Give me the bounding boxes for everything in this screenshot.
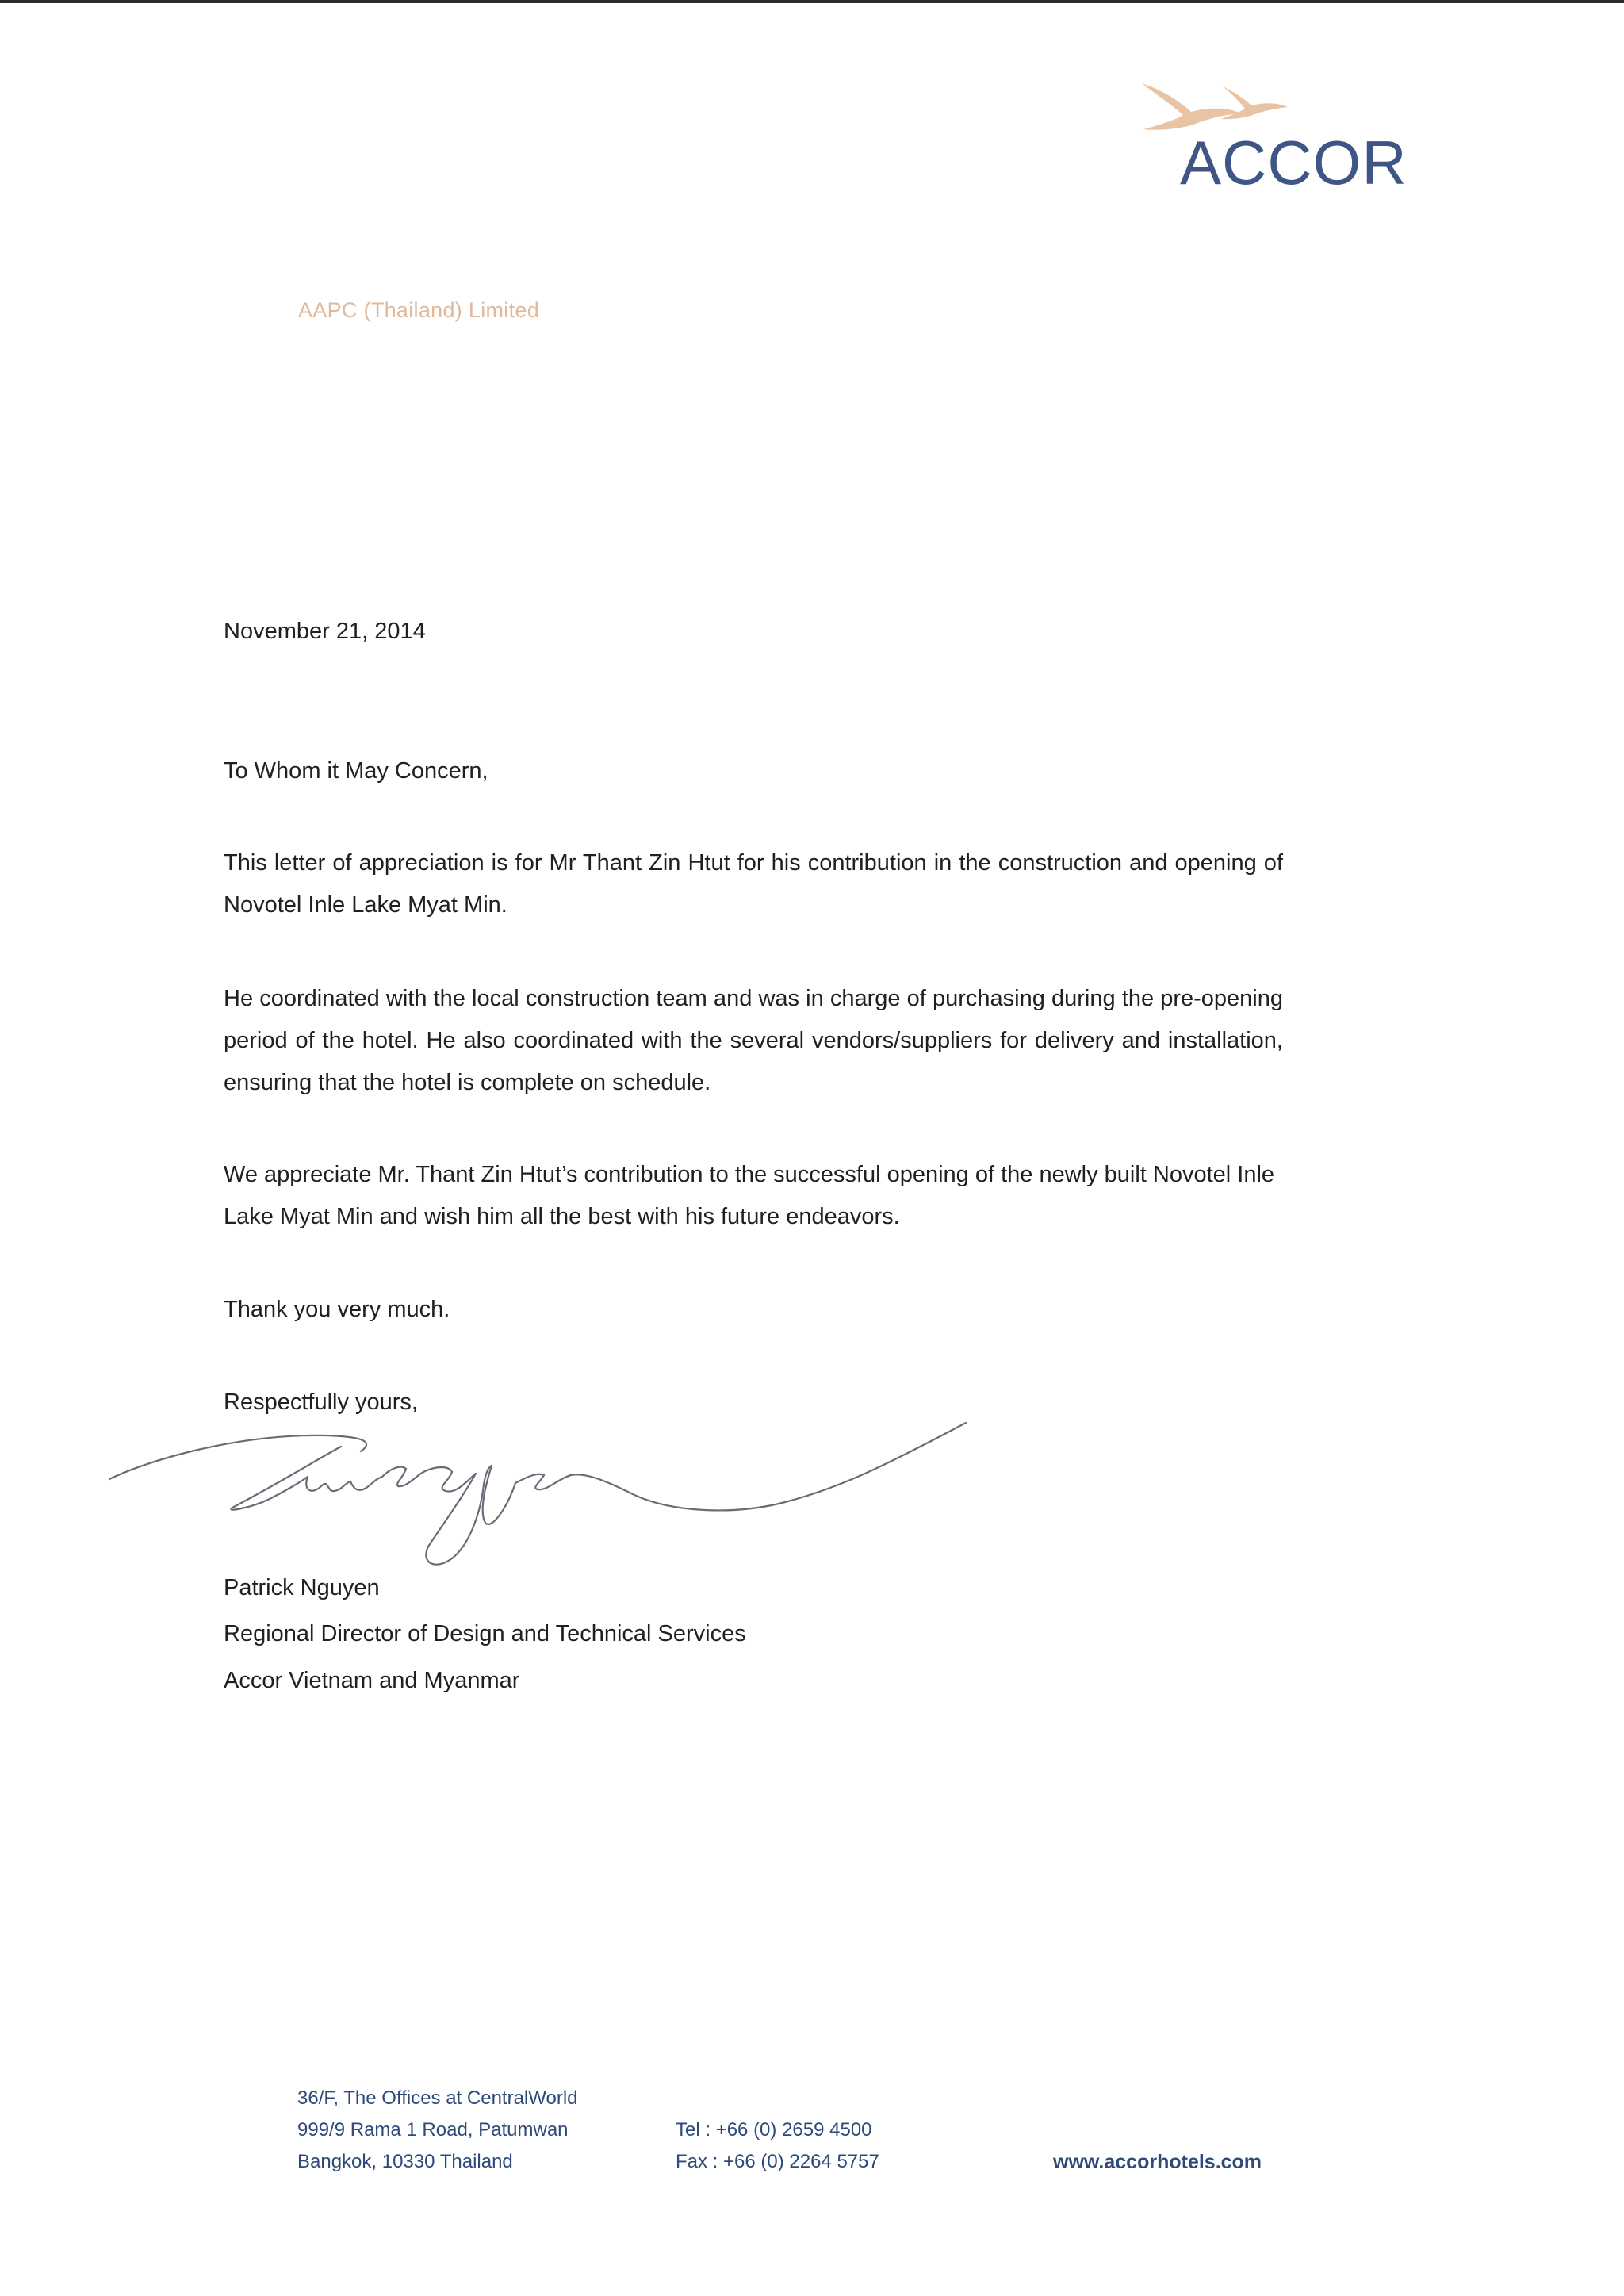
footer-tel: Tel : +66 (0) 2659 4500: [676, 2119, 872, 2141]
accor-logo-graphic: [1134, 75, 1499, 194]
accor-logo: [1134, 75, 1499, 194]
signer-name: Patrick Nguyen: [224, 1575, 380, 1600]
letter-paragraph-2: He coordinated with the local construction team and was in charge of purchasing during the pre-opening period of the hotel. He also coordinated with the several vendors/suppliers for delivery and installation, ensuring that the hotel is complete on schedule.: [224, 986, 1283, 1095]
letter-salutation: To Whom it May Concern,: [224, 758, 488, 784]
footer-fax: Fax : +66 (0) 2264 5757: [676, 2151, 879, 2172]
accor-birds-icon: [1142, 83, 1288, 130]
letter-paragraph-3: We appreciate Mr. Thant Zin Htut’s contribution to the successful opening of the newly built Novotel Inle Lake Myat Min and wish him all the best with his future endeavors.: [224, 1162, 1275, 1229]
top-edge-rule: [0, 0, 1624, 3]
footer-contact: [676, 2114, 879, 2178]
footer-address-line: Bangkok, 10330 Thailand: [297, 2151, 513, 2172]
accor-wordmark: ACCOR: [1180, 128, 1408, 194]
signer-title: Regional Director of Design and Technical Services: [224, 1621, 746, 1646]
letter-paragraph-1: This letter of appreciation is for Mr Thant Zin Htut for his contribution in the construction and opening of Novotel Inle Lake Myat Min.: [224, 850, 1283, 918]
company-name: AAPC (Thailand) Limited: [298, 298, 540, 322]
footer-address-line: 36/F, The Offices at CentralWorld: [297, 2087, 578, 2109]
footer-address: [297, 2083, 578, 2178]
letter-thanks: Thank you very much.: [224, 1297, 450, 1322]
letter-date: November 21, 2014: [224, 619, 426, 644]
signer-organization: Accor Vietnam and Myanmar: [224, 1668, 520, 1693]
handwritten-signature-icon: [103, 1420, 975, 1578]
footer-address-line: 999/9 Rama 1 Road, Patumwan: [297, 2119, 569, 2141]
letter-closing: Respectfully yours,: [224, 1389, 418, 1415]
footer-website-link[interactable]: www.accorhotels.com: [1053, 2151, 1262, 2173]
